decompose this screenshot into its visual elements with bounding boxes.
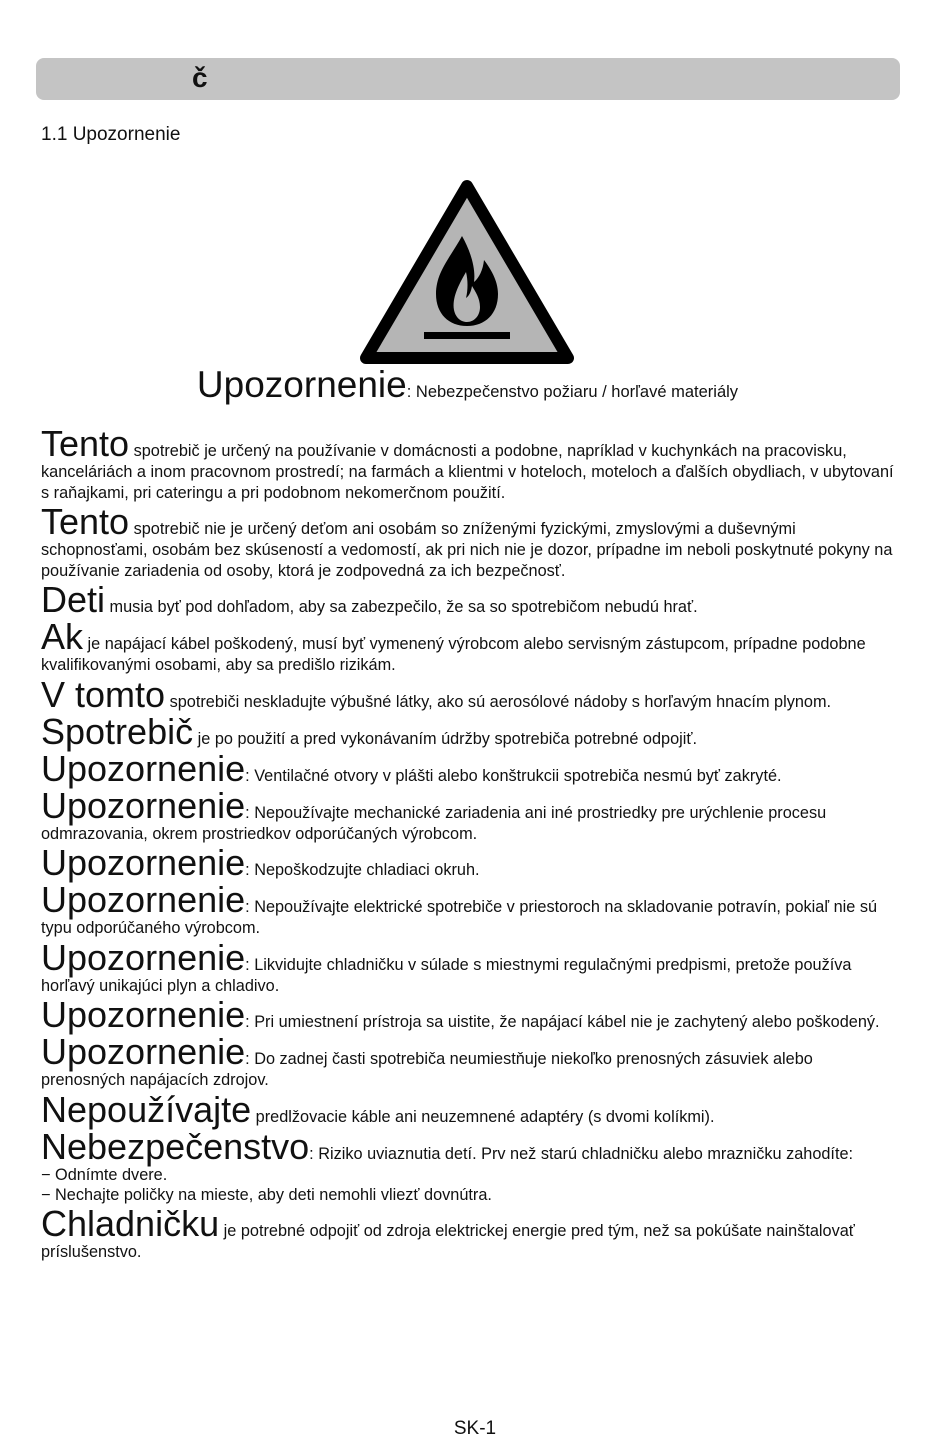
paragraph-text: : Nepoužívajte elektrické spotrebiče v priestoroch na skladovanie potravín, pokiaľ nie sú typu odporúčaného výrobcom.	[41, 898, 878, 937]
bullet-item: − Nechajte poličky na mieste, aby deti nemohli vliezť dovnútra.	[41, 1185, 492, 1204]
paragraph-text: je potrebné odpojiť od zdroja elektrickej energie pred tým, než sa pokúšate nainštalovať príslušenstvo.	[41, 1221, 855, 1261]
paragraph-lead: Tento	[41, 501, 130, 542]
warning-paragraph	[41, 936, 899, 997]
warning-paragraph	[41, 1125, 899, 1167]
warning-paragraph	[41, 616, 899, 676]
paragraph-text: : Likvidujte chladničku v súlade s miestnymi regulačnými predpismi, pretože používa horľavý unikajúci plyn a chladivo.	[41, 955, 852, 995]
paragraph-text: predlžovacie káble ani neuzemnené adaptéry (s dvomi kolíkmi).	[251, 1107, 715, 1126]
bullet-item: − Odnímte dvere.	[41, 1165, 168, 1184]
warning-paragraph	[41, 673, 899, 715]
paragraph-lead: Chladničku	[41, 1202, 220, 1244]
warning-paragraph	[41, 579, 899, 620]
paragraph-lead: Upozornenie	[41, 842, 246, 883]
warning-caption	[0, 364, 935, 406]
paragraph-text: : Riziko uviaznutia detí. Prv než starú chladničku alebo mrazničku zahodíte:	[309, 1144, 854, 1163]
paragraph-lead: Ak	[41, 616, 84, 657]
warning-paragraph	[41, 784, 899, 845]
paragraph-lead: Upozornenie	[41, 936, 246, 978]
caption-text: : Nebezpečenstvo požiaru / horľavé materiály	[406, 383, 739, 401]
paragraph-lead: Deti	[41, 579, 106, 620]
header-bar	[36, 58, 900, 100]
warning-paragraph	[41, 842, 899, 883]
warning-paragraph	[41, 710, 899, 752]
paragraph-text: : Pri umiestnení prístroja sa uistite, že napájací kábel nie je zachytený alebo poškodený.	[245, 1013, 880, 1031]
paragraph-lead: Nepoužívajte	[41, 1088, 252, 1130]
paragraph-text: musia byť pod dohľadom, aby sa zabezpečilo, že sa so spotrebičom nebudú hrať.	[105, 598, 698, 616]
paragraph-text: spotrebič nie je určený deťom ani osobám so zníženými fyzickými, zmyslovými a duševnými schopnosťami, osobám bez skúseností a vedomostí, ak pri nich nie je dozor, prípadne im neboli poskytnuté pokyny na používanie zariadenia od osoby, ktorá je zodpovedná za ich bezpečnosť.	[41, 520, 893, 580]
warnings-content	[41, 423, 899, 1263]
warning-paragraph	[41, 747, 899, 789]
paragraph-text: : Ventilačné otvory v plášti alebo konštrukcii spotrebiča nesmú byť zakryté.	[245, 766, 782, 785]
paragraph-text: : Nepoškodzujte chladiaci okruh.	[245, 861, 480, 879]
paragraph-lead: Upozornenie	[41, 994, 246, 1035]
paragraph-text: spotrebič je určený na používanie v domácnosti a podobne, napríklad v kuchynkách na pracovisku, kanceláriách a inom pracovnom prostredí; na farmách a klientmi v hoteloch, moteloch a ďalších obydliach, v ubytovaní s raňajkami, pri cateringu a pri podobnom nekomerčnom použití.	[41, 442, 894, 502]
flammable-warning-icon	[358, 176, 576, 366]
paragraph-text: spotrebiči neskladujte výbušné látky, ako sú aerosólové nádoby s horľavým hnacím plynom.	[165, 692, 832, 711]
paragraph-lead: V tomto	[41, 673, 166, 715]
warning-paragraph	[41, 1031, 899, 1091]
paragraph-text: : Nepoužívajte mechanické zariadenia ani iné prostriedky pre urýchlenie procesu odmrazovania, okrem prostriedkov odporúčaných výrobcom.	[41, 803, 827, 843]
paragraph-lead: Spotrebič	[41, 710, 194, 752]
paragraph-lead: Tento	[41, 423, 130, 464]
paragraph-lead: Upozornenie	[41, 784, 246, 826]
warning-paragraph	[41, 879, 899, 939]
header-title: č	[192, 62, 208, 93]
paragraph-lead: Nebezpečenstvo	[41, 1125, 310, 1167]
paragraph-lead: Upozornenie	[41, 747, 246, 789]
paragraph-text: je napájací kábel poškodený, musí byť vymenený výrobcom alebo servisným zástupcom, prípadne podobne kvalifikovanými osobami, aby sa predišlo rizikám.	[41, 635, 866, 674]
warning-paragraph	[41, 501, 899, 581]
page-number: SK-1	[453, 1418, 497, 1439]
caption-heading: Upozornenie	[196, 364, 407, 405]
warning-paragraph	[41, 423, 899, 503]
paragraph-lead: Upozornenie	[41, 879, 246, 920]
paragraph-text: je po použití a pred vykonávaním údržby spotrebiča potrebné odpojiť.	[193, 729, 697, 748]
warning-paragraph	[41, 1088, 899, 1130]
section-title: 1.1 Upozornenie	[41, 124, 181, 145]
paragraph-text: : Do zadnej časti spotrebiča neumiestňuje niekoľko prenosných zásuviek alebo prenosných napájacích zdrojov.	[41, 1050, 813, 1089]
warning-paragraph	[41, 994, 899, 1035]
paragraph-lead: Upozornenie	[41, 1031, 246, 1072]
warning-paragraph	[41, 1202, 899, 1263]
